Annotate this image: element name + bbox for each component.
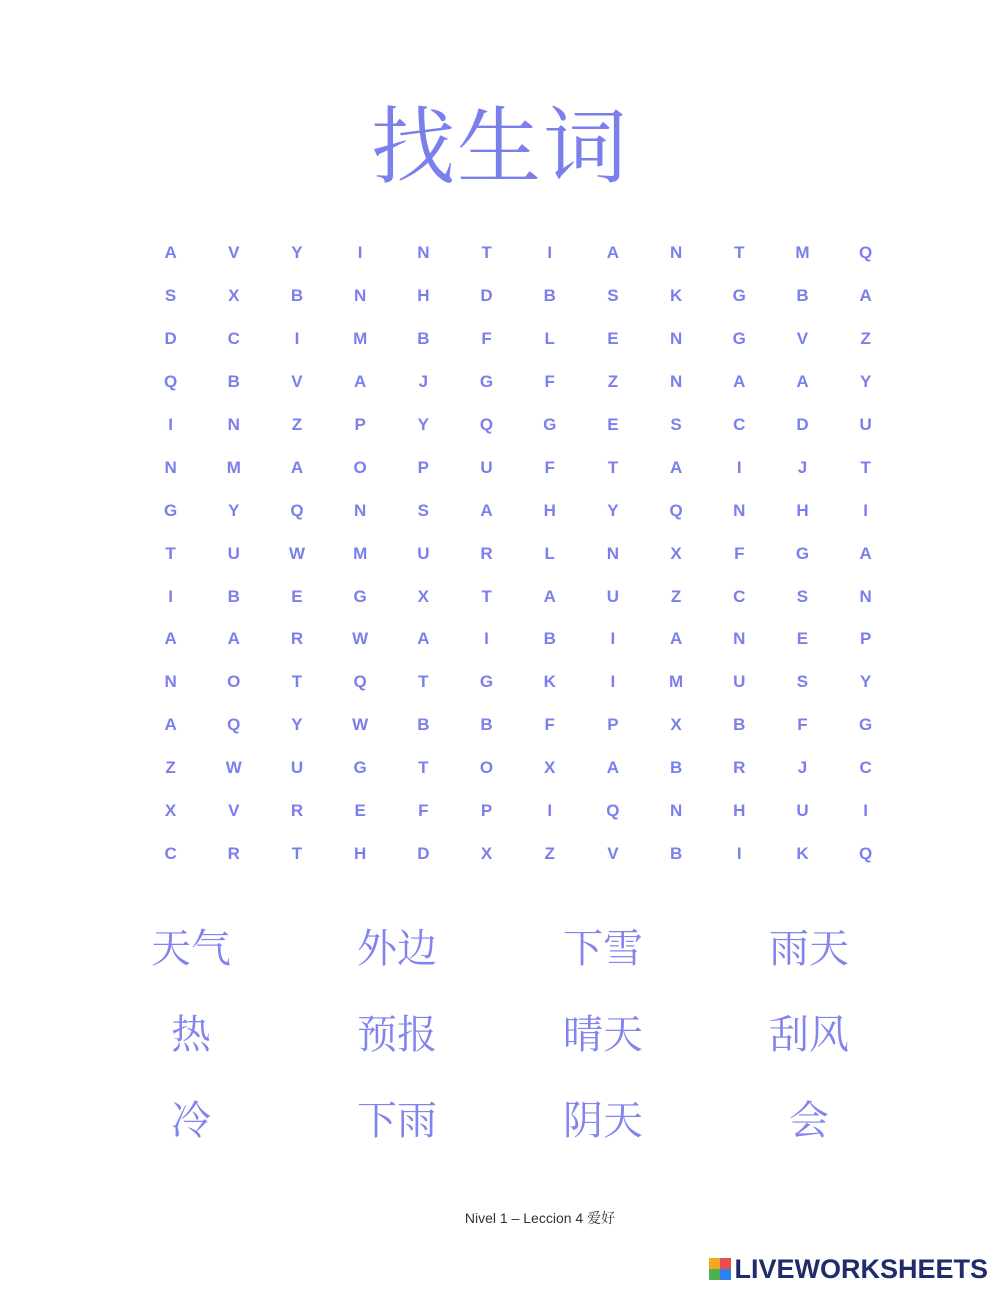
grid-letter[interactable]: N [669, 329, 683, 349]
grid-letter[interactable]: Z [544, 843, 555, 863]
grid-letter[interactable]: T [607, 457, 619, 477]
footer-caption: Nivel 1 – Leccion 4 爱好 [464, 1210, 616, 1226]
grid-letter[interactable]: A [796, 372, 809, 392]
grid-letter[interactable]: N [354, 500, 367, 520]
vocab-word: 刮风 [769, 1011, 849, 1058]
grid-letter[interactable]: S [607, 286, 619, 306]
grid-letter[interactable]: R [290, 629, 304, 649]
grid-letter[interactable]: D [417, 843, 430, 863]
grid-letter[interactable]: P [859, 629, 872, 649]
grid-letter[interactable]: I [294, 329, 300, 349]
grid-letter[interactable]: P [480, 801, 493, 821]
grid-letter[interactable]: A [733, 372, 746, 392]
grid-letter[interactable]: Q [353, 672, 367, 692]
grid-letter[interactable]: G [543, 415, 557, 434]
grid-letter[interactable]: R [290, 801, 304, 821]
grid-letter[interactable]: A [164, 629, 177, 649]
grid-letter[interactable]: Y [859, 372, 872, 392]
grid-letter[interactable]: B [669, 758, 683, 778]
grid-letter[interactable]: D [164, 329, 177, 349]
grid-letter[interactable]: U [796, 801, 809, 821]
grid-letter[interactable]: B [417, 329, 430, 349]
grid-letter[interactable]: M [226, 457, 241, 477]
grid-letter[interactable]: E [607, 329, 619, 349]
grid-letter[interactable]: L [544, 329, 555, 349]
grid-letter[interactable]: N [669, 243, 683, 263]
grid-letter[interactable]: P [354, 415, 366, 434]
vocab-word: 外边 [357, 925, 437, 972]
grid-letter[interactable]: Q [859, 243, 873, 263]
grid-letter[interactable]: S [796, 672, 809, 692]
grid-letter[interactable]: O [353, 457, 367, 477]
grid-letter[interactable]: E [796, 629, 809, 649]
grid-letter[interactable]: S [670, 415, 682, 434]
grid-letter[interactable]: F [544, 715, 555, 735]
grid-letter[interactable]: A [859, 543, 872, 563]
grid-letter[interactable]: M [353, 543, 368, 563]
grid-letter[interactable]: X [417, 586, 430, 606]
grid-letter[interactable]: B [543, 286, 556, 306]
grid-letter[interactable]: G [795, 543, 810, 563]
grid-letter[interactable]: W [352, 715, 369, 735]
grid-letter[interactable]: N [606, 543, 620, 563]
grid-letter[interactable]: P [607, 715, 619, 735]
grid-letter[interactable]: T [418, 672, 429, 692]
grid-letter[interactable]: I [863, 500, 869, 520]
grid-letter[interactable]: V [228, 801, 240, 821]
grid-letter[interactable]: B [543, 629, 556, 649]
vocab-word: 热 [171, 1011, 211, 1058]
logo-square [720, 1269, 731, 1280]
grid-letter[interactable]: N [354, 286, 367, 306]
grid-letter[interactable]: U [227, 543, 240, 563]
grid-letter[interactable]: U [859, 415, 872, 434]
grid-letter[interactable]: B [669, 843, 683, 863]
grid-letter[interactable]: X [544, 758, 556, 778]
brand-text: LIVEWORKSHEETS [734, 1253, 988, 1284]
grid-letter[interactable]: H [796, 500, 809, 520]
grid-letter[interactable]: N [417, 243, 430, 263]
grid-letter[interactable]: C [227, 329, 240, 349]
grid-letter[interactable]: A [669, 629, 683, 649]
grid-letter[interactable]: B [227, 372, 240, 392]
grid-letter[interactable]: A [669, 457, 683, 477]
grid-letter[interactable]: G [353, 586, 367, 606]
grid-letter[interactable]: S [796, 586, 809, 606]
grid-letter[interactable]: Z [607, 372, 619, 392]
grid-letter[interactable]: Q [227, 715, 241, 735]
grid-letter[interactable]: C [859, 758, 872, 778]
grid-letter[interactable]: F [418, 801, 429, 821]
vocab-word: 雨天 [769, 925, 849, 972]
grid-letter[interactable]: T [418, 758, 429, 778]
word-list [88, 902, 912, 1160]
vocab-word: 阴天 [563, 1097, 643, 1144]
grid-letter[interactable]: L [544, 543, 555, 563]
grid-letter[interactable]: I [484, 629, 489, 649]
grid-letter[interactable]: B [733, 715, 746, 735]
grid-letter[interactable]: N [164, 457, 177, 477]
grid-letter[interactable]: C [164, 843, 177, 863]
grid-letter[interactable]: X [480, 843, 493, 863]
grid-letter[interactable]: F [481, 329, 492, 349]
grid-letter[interactable]: G [479, 672, 494, 692]
page-title: 找生词 [370, 98, 629, 196]
grid-letter[interactable]: N [669, 372, 683, 392]
grid-letter[interactable]: V [796, 329, 809, 349]
grid-letter[interactable]: E [354, 801, 366, 821]
grid-letter[interactable]: Z [670, 586, 682, 606]
logo-square [709, 1269, 720, 1280]
grid-letter[interactable]: Z [165, 758, 176, 778]
grid-letter[interactable]: Q [163, 372, 178, 392]
grid-letter[interactable]: R [733, 758, 746, 778]
grid-letter[interactable]: T [860, 457, 871, 477]
vocab-word: 会 [789, 1097, 829, 1144]
vocab-word: 天气 [151, 925, 231, 972]
vocab-word: 晴天 [563, 1011, 643, 1058]
grid-letter[interactable]: Q [606, 801, 620, 821]
grid-letter[interactable]: V [228, 243, 240, 263]
grid-letter[interactable]: Q [669, 500, 683, 520]
grid-letter[interactable]: O [479, 758, 494, 778]
grid-letter[interactable]: X [670, 715, 682, 735]
grid-letter[interactable]: K [796, 843, 809, 863]
grid-letter[interactable]: N [859, 586, 872, 606]
grid-letter[interactable]: G [732, 329, 746, 349]
grid-letter[interactable]: R [480, 543, 493, 563]
grid-letter[interactable]: A [164, 715, 177, 735]
grid-letter[interactable]: R [227, 843, 240, 863]
grid-letter[interactable]: S [417, 500, 430, 520]
grid-letter[interactable]: F [797, 715, 808, 735]
grid-letter[interactable]: A [480, 500, 493, 520]
vocab-word: 冷 [171, 1097, 211, 1144]
grid-letter[interactable]: A [543, 586, 556, 606]
grid-letter[interactable]: X [228, 286, 240, 306]
vocab-word: 预报 [357, 1011, 437, 1058]
grid-letter[interactable]: Y [228, 500, 240, 520]
grid-letter[interactable]: P [417, 457, 430, 477]
grid-letter[interactable]: N [669, 801, 683, 821]
grid-letter[interactable]: M [669, 672, 684, 692]
grid-letter[interactable]: D [480, 286, 493, 306]
grid-letter[interactable]: Q [859, 843, 873, 863]
grid-letter[interactable]: B [796, 286, 809, 306]
grid-letter[interactable]: G [859, 715, 873, 735]
grid-letter[interactable]: I [168, 415, 173, 434]
grid-letter[interactable]: G [479, 372, 494, 392]
grid-letter[interactable]: U [733, 672, 746, 692]
grid-letter[interactable]: I [736, 843, 742, 863]
grid-letter[interactable]: Q [290, 500, 304, 520]
grid-letter[interactable]: I [863, 801, 869, 821]
grid-letter[interactable]: N [733, 629, 746, 649]
grid-letter[interactable]: M [795, 243, 810, 263]
grid-letter[interactable]: A [606, 243, 620, 263]
grid-letter[interactable]: T [734, 243, 745, 263]
grid-letter[interactable]: U [606, 586, 620, 606]
grid-letter[interactable]: G [732, 286, 746, 306]
grid-letter[interactable]: F [544, 457, 555, 477]
grid-letter[interactable]: Z [291, 415, 303, 434]
grid-letter[interactable]: G [163, 500, 178, 520]
grid-letter[interactable]: T [481, 586, 492, 606]
grid-letter[interactable]: T [291, 672, 303, 692]
grid-letter[interactable]: E [607, 415, 619, 434]
grid-letter[interactable]: H [354, 843, 367, 863]
grid-letter[interactable]: I [357, 243, 363, 263]
grid-letter[interactable]: B [480, 715, 493, 735]
grid-letter[interactable]: Y [291, 243, 303, 263]
grid-letter[interactable]: U [290, 758, 304, 778]
liveworksheets-brand[interactable] [709, 1252, 988, 1286]
grid-letter[interactable]: Q [479, 415, 494, 434]
grid-letter[interactable]: A [859, 286, 872, 306]
grid-letter[interactable]: T [165, 543, 176, 563]
grid-letter[interactable]: N [227, 415, 240, 434]
grid-letter[interactable]: I [736, 457, 742, 477]
grid-letter[interactable]: K [543, 672, 556, 692]
grid-letter[interactable]: C [733, 586, 746, 606]
grid-letter[interactable]: J [418, 372, 429, 392]
grid-letter[interactable]: X [164, 801, 177, 821]
grid-letter[interactable]: E [291, 586, 303, 606]
grid-letter[interactable]: X [670, 543, 682, 563]
grid-letter[interactable]: Y [607, 500, 619, 520]
grid-letter[interactable]: G [353, 758, 367, 778]
grid-letter[interactable]: Z [860, 329, 871, 349]
grid-letter[interactable]: V [607, 843, 619, 863]
grid-letter[interactable]: J [797, 457, 808, 477]
grid-letter[interactable]: Y [859, 672, 872, 692]
grid-letter[interactable]: I [168, 586, 173, 606]
grid-letter[interactable]: D [796, 415, 809, 434]
letter-grid [139, 232, 897, 875]
grid-letter[interactable]: M [353, 329, 368, 349]
grid-letter[interactable]: B [417, 715, 430, 735]
grid-letter[interactable]: C [733, 415, 746, 434]
grid-letter[interactable]: A [164, 243, 177, 263]
grid-letter[interactable]: O [227, 672, 241, 692]
grid-letter[interactable]: A [354, 372, 367, 392]
grid-letter[interactable]: U [480, 457, 493, 477]
liveworksheets-logo-icon [709, 1258, 731, 1280]
grid-letter[interactable]: H [733, 801, 746, 821]
grid-letter[interactable]: B [227, 586, 240, 606]
grid-letter[interactable]: I [610, 629, 616, 649]
grid-letter[interactable]: B [290, 286, 304, 306]
grid-letter[interactable]: W [288, 543, 305, 563]
grid-letter[interactable]: I [610, 672, 616, 692]
logo-square [709, 1258, 720, 1269]
grid-letter[interactable]: A [290, 457, 304, 477]
grid-letter[interactable]: N [164, 672, 177, 692]
grid-letter[interactable]: V [291, 372, 303, 392]
grid-letter[interactable]: I [547, 243, 553, 263]
logo-square [720, 1258, 731, 1269]
grid-letter[interactable]: U [417, 543, 430, 563]
vocab-word: 下雪 [563, 925, 643, 972]
grid-letter[interactable]: A [227, 629, 240, 649]
grid-letter[interactable]: I [547, 801, 553, 821]
grid-letter[interactable]: Y [417, 415, 430, 434]
grid-letter[interactable]: T [291, 843, 303, 863]
grid-letter[interactable]: A [417, 629, 430, 649]
grid-letter[interactable]: K [669, 286, 683, 306]
grid-letter[interactable]: T [481, 243, 492, 263]
grid-letter[interactable]: A [606, 758, 620, 778]
grid-letter[interactable]: W [352, 629, 369, 649]
grid-letter[interactable]: F [734, 543, 745, 563]
grid-letter[interactable]: S [164, 286, 177, 306]
grid-letter[interactable]: F [544, 372, 555, 392]
grid-letter[interactable]: N [733, 500, 746, 520]
grid-letter[interactable]: Y [291, 715, 303, 735]
grid-letter[interactable]: J [797, 758, 808, 778]
grid-letter[interactable]: H [417, 286, 430, 306]
vocab-word: 下雨 [357, 1097, 437, 1144]
grid-letter[interactable]: W [225, 758, 242, 778]
grid-letter[interactable]: H [543, 500, 556, 520]
